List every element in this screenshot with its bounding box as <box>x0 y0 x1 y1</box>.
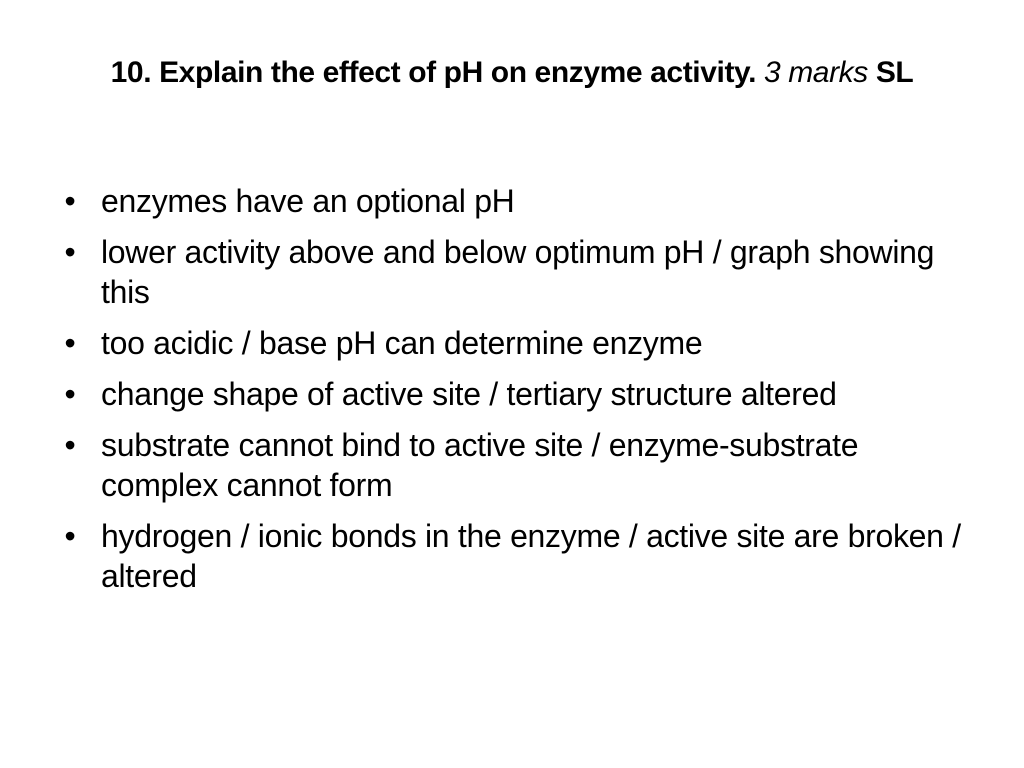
bullet-icon: • <box>64 183 76 219</box>
question-text: 10. Explain the effect of pH on enzyme activity. <box>110 56 757 89</box>
list-item <box>60 232 980 312</box>
bullet-icon: • <box>64 325 76 361</box>
slide-title <box>80 50 944 96</box>
list-item <box>60 323 980 363</box>
bullet-icon: • <box>64 518 76 554</box>
list-item <box>60 425 980 505</box>
list-item-text: substrate cannot bind to active site / enzyme-substrate complex cannot form <box>101 427 859 503</box>
list-item <box>60 374 980 414</box>
bullet-icon: • <box>64 234 76 270</box>
list-item-text: change shape of active site / tertiary structure altered <box>101 376 837 412</box>
list-item-text: too acidic / base pH can determine enzyme <box>101 325 703 361</box>
bullet-icon: • <box>64 376 76 412</box>
list-item-text: lower activity above and below optimum pH / graph showing this <box>101 234 935 310</box>
answer-bullet-list <box>60 181 980 607</box>
list-item-text: hydrogen / ionic bonds in the enzyme / active site are broken / altered <box>101 518 961 594</box>
marks-label: 3 marks <box>763 56 868 89</box>
list-item <box>60 181 980 221</box>
bullet-icon: • <box>64 427 76 463</box>
list-item <box>60 516 980 596</box>
list-item-text: enzymes have an optional pH <box>101 183 515 219</box>
level-label: SL <box>875 56 914 89</box>
